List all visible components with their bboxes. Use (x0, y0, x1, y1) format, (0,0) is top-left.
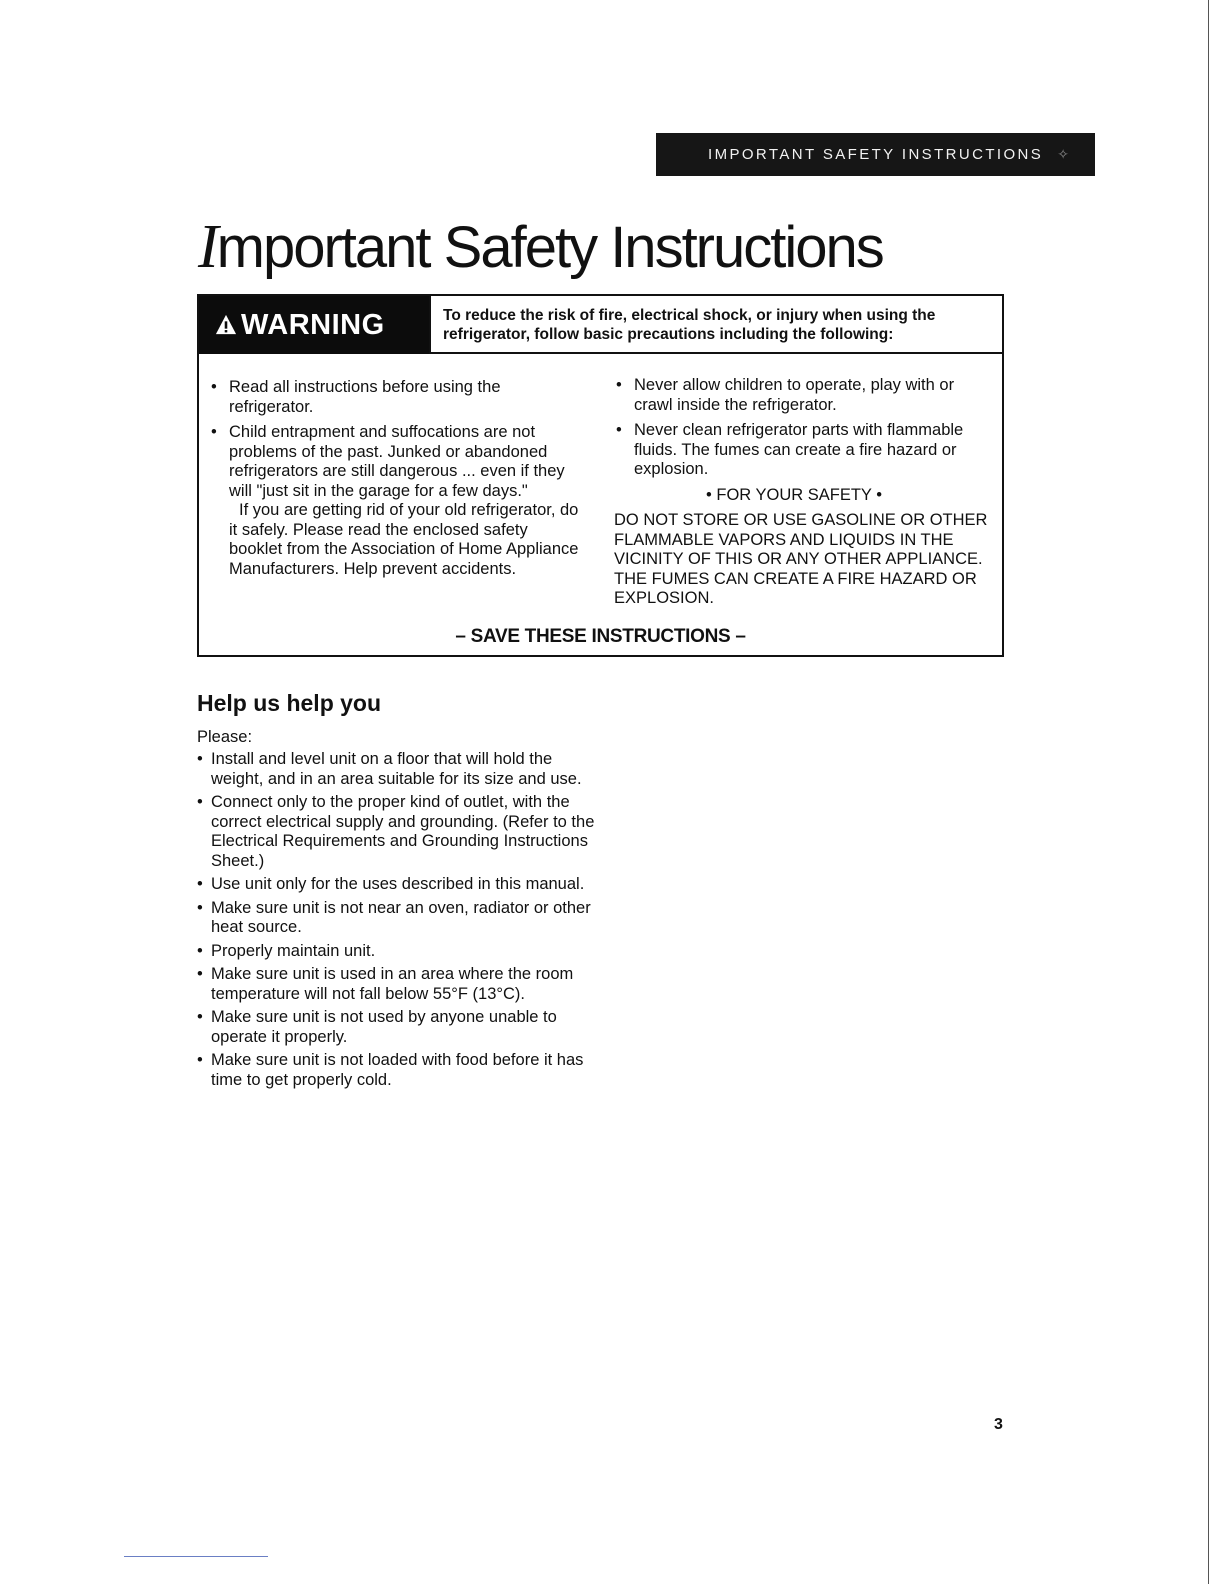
help-list-item: • Make sure unit is not loaded with food before it has time to get properly cold. (197, 1051, 597, 1090)
section-header-label: IMPORTANT SAFETY INSTRUCTIONS (708, 146, 1044, 163)
warning-list-item: • Never allow children to operate, play with or crawl inside the refrigerator. (614, 376, 994, 415)
page-title-rest: mportant Safety Instructions (216, 215, 883, 280)
warning-right-column (614, 376, 994, 609)
help-please-label: Please: (197, 728, 253, 746)
help-list-item: • Connect only to the proper kind of outlet, with the correct electrical supply and grounding. (Refer to the Electrical Requirements and Grounding Instructions Sheet.) (197, 793, 597, 871)
help-list-item: • Properly maintain unit. (197, 942, 597, 962)
warning-banner (199, 296, 429, 354)
warning-left-column (209, 378, 579, 579)
help-list-item: • Use unit only for the uses described in this manual. (197, 875, 597, 895)
for-your-safety-text: DO NOT STORE OR USE GASOLINE OR OTHER FLAMMABLE VAPORS AND LIQUIDS IN THE VICINITY OF THIS OR ANY OTHER APPLIANCE. THE FUMES CAN CREATE A FIRE HAZARD OR EXPLOSION. (614, 511, 988, 607)
page-title (198, 212, 883, 283)
warning-divider (429, 296, 431, 354)
warning-box (197, 294, 1004, 657)
warning-list-item: • Child entrapment and suffocations are not problems of the past. Junked or abandoned refrigerators are still dangerous ... even if they will "just sit in the garage for a few days." (209, 423, 579, 501)
help-list-item: • Make sure unit is used in an area where the room temperature will not fall below 55°F (13°C). (197, 965, 597, 1004)
warning-label: WARNING (241, 308, 385, 341)
page-edge-rule (1208, 0, 1209, 1584)
save-instructions-line: – SAVE THESE INSTRUCTIONS – (455, 626, 746, 647)
sparkle-icon: ✧ (1057, 146, 1069, 162)
page-number: 3 (994, 1416, 1003, 1433)
warning-note-text: If you are getting rid of your old refrigerator, do it safely. Please read the enclosed safety booklet from the Association of Home Appliance Manufacturers. Help prevent accidents. (229, 501, 579, 578)
help-section-title: Help us help you (197, 690, 382, 716)
footer-rule (124, 1556, 268, 1557)
section-header-bar (656, 133, 1095, 176)
help-list (197, 750, 597, 1094)
warning-list-item: • Never clean refrigerator parts with flammable fluids. The fumes can create a fire hazard or explosion. (614, 421, 994, 480)
warning-intro-rule (431, 352, 1004, 354)
help-list-item: • Make sure unit is not used by anyone unable to operate it properly. (197, 1008, 597, 1047)
for-your-safety-heading: • FOR YOUR SAFETY • (706, 485, 882, 504)
warning-note (209, 501, 579, 579)
help-list-item: • Make sure unit is not near an oven, radiator or other heat source. (197, 899, 597, 938)
page-title-initial: I (198, 213, 217, 281)
warning-intro: To reduce the risk of fire, electrical shock, or injury when using the refrigerator, follow basic precautions including the following: (443, 307, 936, 343)
warning-list-item: • Read all instructions before using the refrigerator. (209, 378, 579, 417)
warning-triangle-icon (215, 314, 237, 336)
help-list-item: • Install and level unit on a floor that will hold the weight, and in an area suitable for its size and use. (197, 750, 597, 789)
